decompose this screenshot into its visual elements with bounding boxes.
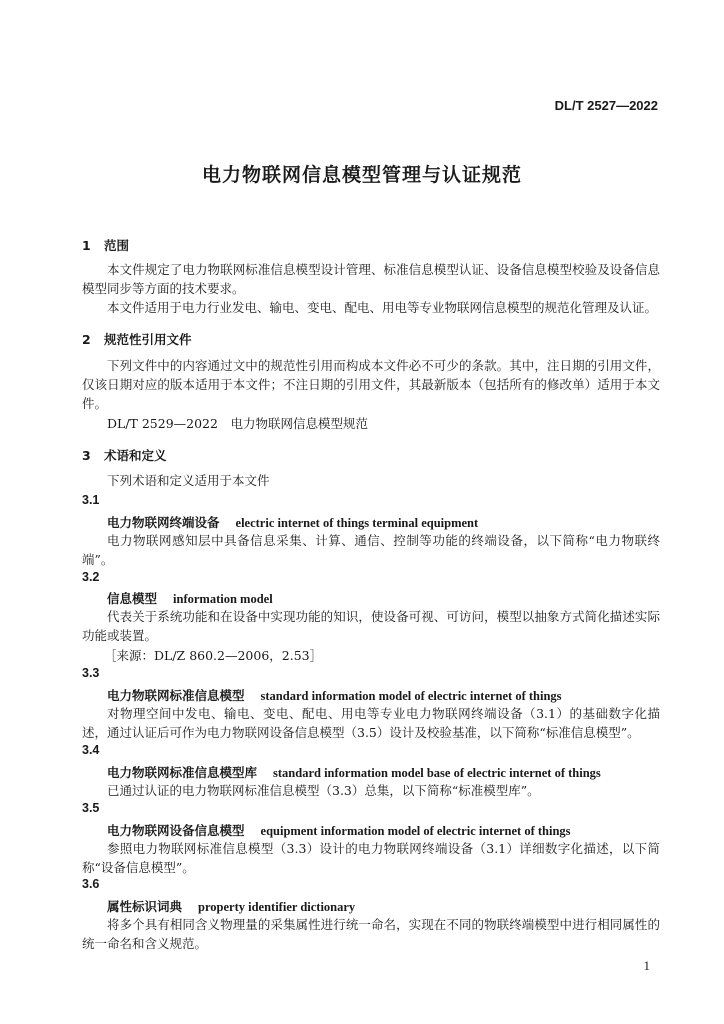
term-name-en: standard information model of electric internet of things [260, 689, 562, 703]
term-name-zh: 电力物联网终端设备 [107, 515, 220, 530]
section-number: 1 [82, 238, 91, 253]
page-number: 1 [643, 958, 650, 973]
term-name-zh: 属性标识词典 [107, 899, 183, 914]
term-definition: 对物理空间中发电、输电、变电、配电、用电等专业电力物联网终端设备（3.1）的基础数字化描述，通过认证后可作为电力物联网设备信息模型（3.5）设计及校验基准，以下简称“标准信息模型”。 [82, 706, 660, 740]
term-name-en: property identifier dictionary [198, 900, 356, 914]
term-name [107, 686, 562, 704]
section-title: 术语和定义 [104, 448, 167, 463]
term-name-en: equipment information model of electric internet of things [260, 824, 571, 838]
section-title: 范围 [104, 238, 130, 253]
section-number: 2 [82, 332, 91, 347]
section-2-paragraph-1: 下列文件中的内容通过文中的规范性引用而构成本文件必不可少的条款。其中，注日期的引用文件，仅该日期对应的版本适用于本文件；不注日期的引用文件，其最新版本（包括所有的修改单）适用于本文件。 [82, 358, 660, 411]
term-name-en: electric internet of things terminal equipment [235, 516, 479, 530]
term-definition: 已通过认证的电力物联网标准信息模型（3.3）总集，以下简称“标准模型库”。 [107, 783, 540, 798]
section-1-heading [82, 236, 129, 254]
term-name [107, 513, 478, 531]
document-title: 电力物联网信息模型管理与认证规范 [201, 164, 522, 186]
term-name-zh: 电力物联网设备信息模型 [107, 823, 245, 838]
term-name-zh: 电力物联网标准信息模型库 [107, 765, 258, 780]
term-definition: 代表关于系统功能和在设备中实现功能的知识，使设备可视、可访问，模型以抽象方式简化描述实际功能或装置。 [82, 609, 660, 643]
term-name-zh: 信息模型 [107, 591, 158, 606]
term-name [107, 897, 355, 915]
section-1-paragraph-1: 本文件规定了电力物联网标准信息模型设计管理、标准信息模型认证、设备信息模型校验及设备信息模型同步等方面的技术要求。 [82, 262, 660, 296]
section-1-paragraph-2: 本文件适用于电力行业发电、输电、变电、配电、用电等专业物联网信息模型的规范化管理及认证。 [107, 300, 658, 315]
term-source: ［来源：DL/Z 860.2—2006，2.53］ [104, 648, 323, 663]
term-name-en: information model [173, 592, 273, 606]
term-definition: 将多个具有相同含义物理量的采集属性进行统一命名，实现在不同的物联终端模型中进行相同属性的统一命名和含义规范。 [82, 917, 660, 951]
section-title: 规范性引用文件 [104, 332, 192, 347]
term-definition: 参照电力物联网标准信息模型（3.3）设计的电力物联网终端设备（3.1）详细数字化描述，以下简称“设备信息模型”。 [82, 841, 660, 875]
section-2-heading [82, 330, 192, 348]
normative-reference: DL/T 2529—2022 电力物联网信息模型规范 [107, 416, 368, 431]
term-number: 3.1 [82, 493, 100, 507]
term-number: 3.4 [82, 743, 100, 757]
term-number: 3.5 [82, 801, 100, 815]
section-3-intro: 下列术语和定义适用于本文件 [107, 473, 270, 488]
term-name [107, 821, 571, 839]
term-number: 3.2 [82, 570, 100, 584]
term-name-zh: 电力物联网标准信息模型 [107, 688, 245, 703]
term-number: 3.3 [82, 666, 100, 680]
section-3-heading [82, 446, 167, 464]
term-number: 3.6 [82, 877, 100, 891]
standard-number: DL/T 2527—2022 [554, 98, 658, 113]
term-definition: 电力物联网感知层中具备信息采集、计算、通信、控制等功能的终端设备，以下简称“电力物联终端”。 [82, 533, 660, 567]
term-name [107, 589, 273, 607]
term-name [107, 763, 601, 781]
section-number: 3 [82, 448, 91, 463]
term-name-en: standard information model base of electric internet of things [273, 766, 601, 780]
